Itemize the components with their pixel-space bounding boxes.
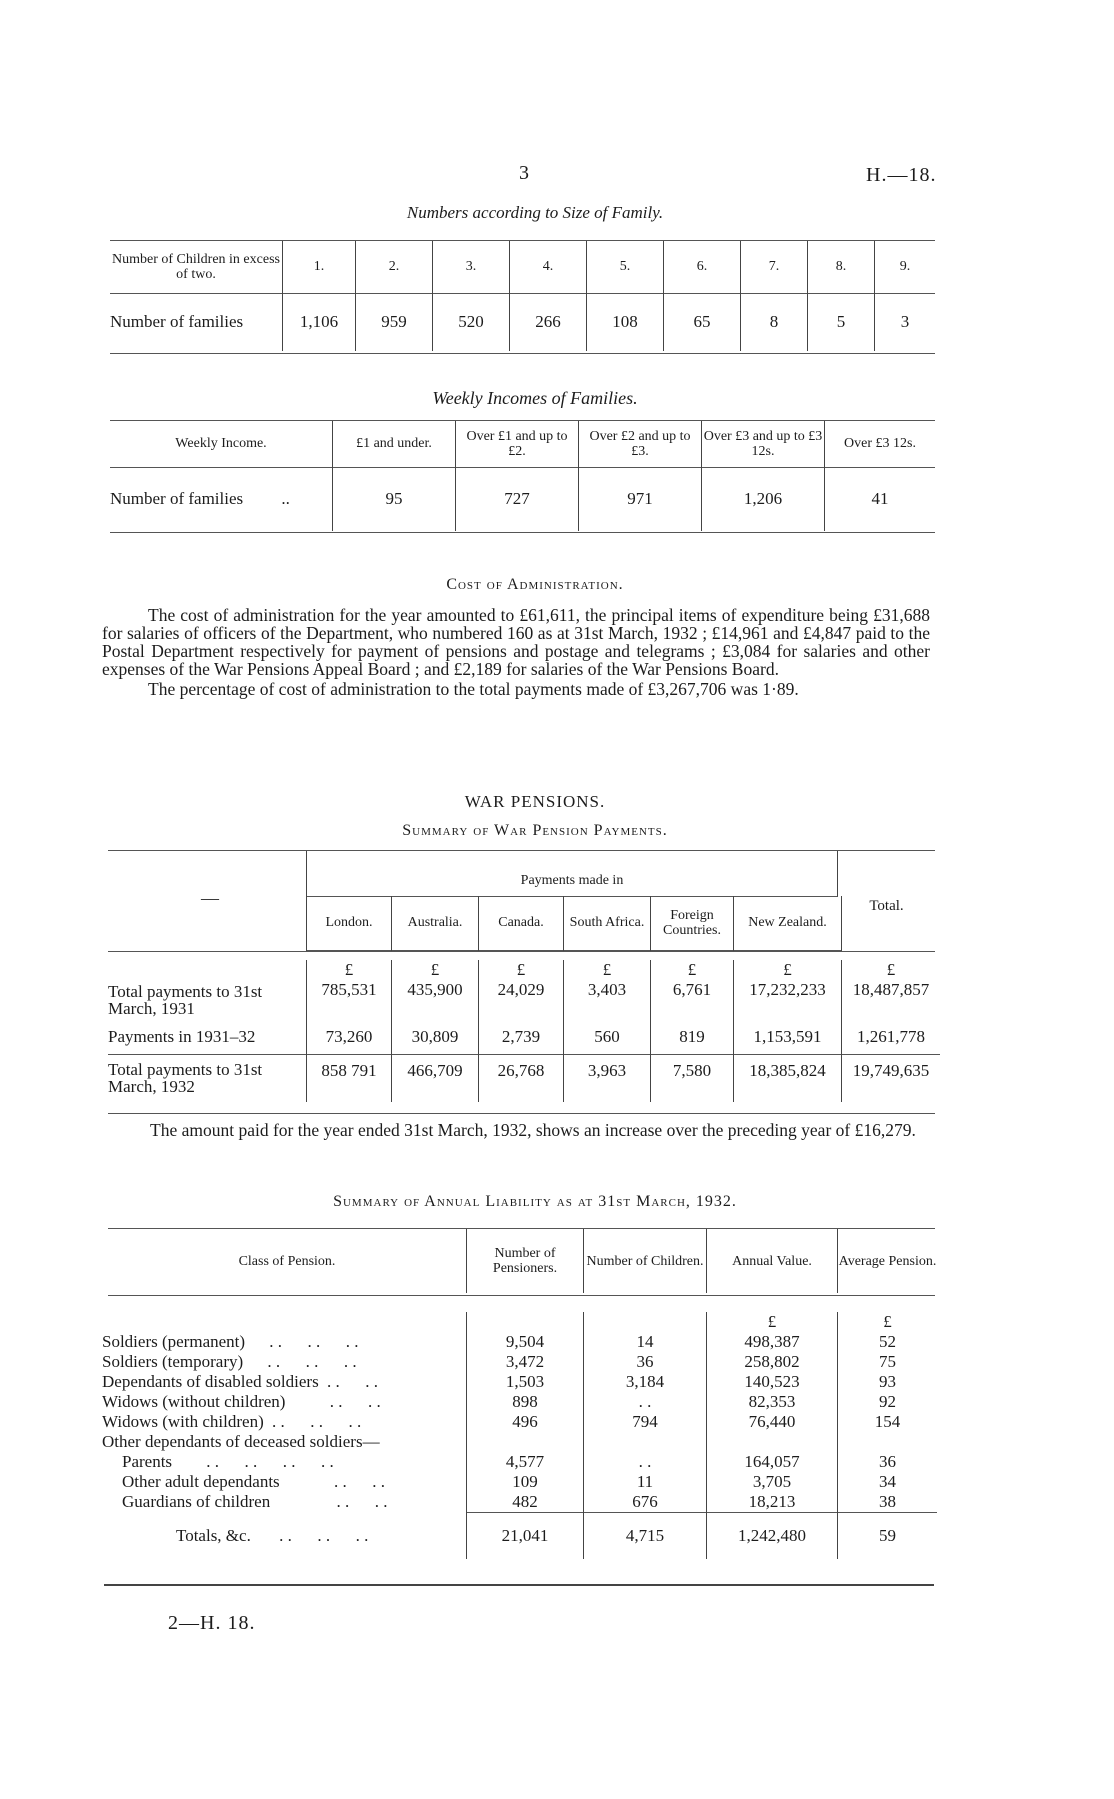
annual-liability-row-label: Other dependants of deceased soldiers— <box>102 1432 380 1451</box>
row-leader: . . . . . . . . <box>206 1452 334 1471</box>
totals-value: 1,242,480 <box>707 1513 838 1559</box>
family-size-row-label-2: Number of families <box>110 312 244 332</box>
value-cell: 82,353 <box>707 1392 838 1412</box>
war-pensions-dash: — <box>201 888 219 908</box>
weekly-incomes-value: 41 <box>825 467 936 531</box>
value-cell: 164,057 <box>707 1452 838 1472</box>
value-cell <box>707 1432 838 1452</box>
annual-liability-header-rule <box>108 1295 935 1296</box>
war-pensions-row <box>108 980 940 1020</box>
children-cell: 36 <box>584 1352 707 1372</box>
family-size-value: 3 <box>875 293 936 351</box>
family-size-value: 520 <box>433 293 510 351</box>
pensioners-cell: 496 <box>467 1412 584 1432</box>
weekly-incomes-col: Over £3 12s. <box>825 421 936 467</box>
war-pensions-cell: 858 791 <box>307 1054 392 1102</box>
annual-liability-row-label <box>102 1352 467 1372</box>
war-pensions-cell: 6,761 <box>651 980 734 1020</box>
average-cell <box>838 1432 938 1452</box>
pensioners-cell: 4,577 <box>467 1452 584 1472</box>
annual-liability-row <box>102 1352 937 1372</box>
annual-liability-row <box>102 1452 937 1472</box>
family-size-col: 9. <box>875 241 936 293</box>
war-pensions-total-header: Total. <box>869 898 904 914</box>
annual-liability-totals-label <box>102 1513 467 1559</box>
row-leader: . . . . <box>329 1392 381 1411</box>
average-cell: 93 <box>838 1372 938 1392</box>
war-pensions-row <box>108 1020 940 1054</box>
family-size-value: 108 <box>587 293 664 351</box>
row-leader: . . . . . . <box>267 1352 357 1371</box>
family-size-table <box>110 241 935 351</box>
currency-symbol: £ <box>707 1312 838 1332</box>
currency-symbol: £ <box>651 960 734 980</box>
value-cell: 498,387 <box>707 1332 838 1352</box>
war-pensions-header-row <box>307 896 842 950</box>
report-reference: H.—18. <box>866 164 937 186</box>
row-leader: . . . . <box>333 1472 385 1491</box>
pensioners-cell: 9,504 <box>467 1332 584 1352</box>
row-leader: . . . . <box>326 1372 378 1391</box>
children-cell: 11 <box>584 1472 707 1492</box>
weekly-incomes-col: £1 and under. <box>333 421 456 467</box>
family-size-data-row <box>110 293 935 351</box>
war-pensions-cell: 1,153,591 <box>734 1020 842 1054</box>
weekly-incomes-leader: .. <box>281 489 290 509</box>
annual-liability-totals-row <box>102 1513 937 1559</box>
row-leader: . . . . . . <box>271 1412 362 1431</box>
war-pensions-column-headers <box>306 896 842 951</box>
weekly-incomes-title: Weekly Incomes of Families. <box>432 388 638 408</box>
annual-liability-row-label <box>102 1392 467 1412</box>
annual-liability-row <box>102 1372 937 1392</box>
annual-liability-row <box>102 1472 937 1492</box>
average-cell: 52 <box>838 1332 938 1352</box>
war-pensions-cell: 18,385,824 <box>734 1054 842 1102</box>
row-label-text: Guardians of children <box>122 1492 271 1512</box>
war-pensions-cell: 3,403 <box>564 980 651 1020</box>
war-pensions-row-label: Total payments to 31st March, 1932 <box>108 1060 263 1097</box>
row-leader: . . . . <box>336 1492 388 1512</box>
war-pensions-subheading: Summary of War Pension Payments. <box>402 822 668 839</box>
family-size-col: 3. <box>433 241 510 293</box>
totals-children: 4,715 <box>584 1513 707 1559</box>
weekly-incomes-value: 95 <box>333 467 456 531</box>
war-pensions-currency-row <box>108 960 940 980</box>
row-label-text: Other adult dependants <box>122 1472 280 1491</box>
currency-symbol: £ <box>479 960 564 980</box>
weekly-incomes-row-label-2 <box>110 467 333 531</box>
annual-liability-row-label <box>102 1472 467 1492</box>
annual-liability-col: Annual Value. <box>707 1229 838 1293</box>
war-pensions-cell: 17,232,233 <box>734 980 842 1020</box>
average-cell: 36 <box>838 1452 938 1472</box>
war-pensions-col: South Africa. <box>564 896 651 950</box>
war-pensions-cell: 18,487,857 <box>842 980 941 1020</box>
war-pensions-bottom-rule <box>108 1113 935 1114</box>
family-size-value: 959 <box>356 293 433 351</box>
war-pensions-col: Australia. <box>392 896 479 950</box>
annual-liability-bottom-rule <box>104 1584 934 1586</box>
family-size-col: 7. <box>741 241 808 293</box>
children-cell: . . <box>584 1392 707 1412</box>
family-size-value: 1,106 <box>283 293 356 351</box>
children-cell <box>584 1432 707 1452</box>
currency-symbol: £ <box>838 1312 938 1332</box>
war-pensions-note: The amount paid for the year ended 31st March, 1932, shows an increase over the preceding year of £16,279. <box>150 1120 916 1140</box>
annual-liability-row <box>102 1332 937 1352</box>
payments-made-in-header <box>306 851 838 897</box>
row-label-text: Soldiers (temporary) <box>102 1352 244 1371</box>
war-pensions-cell: 819 <box>651 1020 734 1054</box>
war-pensions-row <box>108 1054 940 1102</box>
family-size-col: 2. <box>356 241 433 293</box>
average-cell: 75 <box>838 1352 938 1372</box>
row-label-text: Widows (with children) <box>102 1412 264 1431</box>
currency-symbol: £ <box>734 960 842 980</box>
war-pensions-col: Canada. <box>479 896 564 950</box>
annual-liability-row <box>102 1392 937 1412</box>
family-size-value: 65 <box>664 293 741 351</box>
family-size-col: 6. <box>664 241 741 293</box>
family-size-bottom-rule <box>110 353 935 354</box>
weekly-incomes-bottom-rule <box>110 532 935 533</box>
war-pensions-cell: 7,580 <box>651 1054 734 1102</box>
war-pensions-cell: 24,029 <box>479 980 564 1020</box>
weekly-incomes-label-text: Number of families <box>110 489 244 509</box>
children-cell: 794 <box>584 1412 707 1432</box>
war-pensions-heading: WAR PENSIONS. <box>464 792 606 811</box>
weekly-incomes-data-row <box>110 467 935 531</box>
annual-liability-header <box>108 1229 937 1293</box>
weekly-incomes-header-row <box>110 421 935 467</box>
row-label-text: Parents <box>122 1452 173 1471</box>
value-cell: 140,523 <box>707 1372 838 1392</box>
weekly-incomes-value: 727 <box>456 467 579 531</box>
totals-pensioners: 21,041 <box>467 1513 584 1559</box>
annual-liability-col: Average Pension. <box>838 1229 938 1293</box>
children-cell: 3,184 <box>584 1372 707 1392</box>
cost-admin-heading: Cost of Administration. <box>446 576 624 593</box>
pensioners-cell: 109 <box>467 1472 584 1492</box>
annual-liability-row-label <box>102 1332 467 1352</box>
war-pensions-col: Foreign Countries. <box>651 896 734 950</box>
value-cell: 18,213 <box>707 1492 838 1513</box>
pensioners-cell: 482 <box>467 1492 584 1513</box>
row-label-text: Soldiers (permanent) <box>102 1332 246 1351</box>
war-pensions-cell: 1,261,778 <box>842 1020 941 1054</box>
war-pensions-cell: 73,260 <box>307 1020 392 1054</box>
war-pensions-cell: 785,531 <box>307 980 392 1020</box>
family-size-col: 1. <box>283 241 356 293</box>
row-label-text: Widows (without children) <box>102 1392 286 1411</box>
weekly-incomes-col: Over £2 and up to £3. <box>579 421 702 467</box>
currency-symbol: £ <box>392 960 479 980</box>
war-pensions-cell: 3,963 <box>564 1054 651 1102</box>
totals-label-text: Totals, &c. <box>176 1525 251 1545</box>
war-pensions-cell: 435,900 <box>392 980 479 1020</box>
weekly-incomes-table <box>110 421 935 531</box>
value-cell: 258,802 <box>707 1352 838 1372</box>
family-size-col: 4. <box>510 241 587 293</box>
family-size-value: 8 <box>741 293 808 351</box>
currency-symbol: £ <box>307 960 392 980</box>
average-cell: 38 <box>838 1492 938 1513</box>
war-pensions-row-label: Total payments to 31st March, 1931 <box>108 982 263 1018</box>
page-number: 3 <box>519 162 529 184</box>
family-size-value: 5 <box>808 293 875 351</box>
annual-liability-currency-row <box>102 1312 937 1332</box>
currency-symbol: £ <box>564 960 651 980</box>
row-leader: . . . . . . <box>279 1525 369 1545</box>
family-size-value: 266 <box>510 293 587 351</box>
annual-liability-row-label <box>102 1452 467 1472</box>
children-cell: 676 <box>584 1492 707 1513</box>
war-pensions-table <box>108 960 940 1102</box>
pensioners-cell: 1,503 <box>467 1372 584 1392</box>
payments-made-in-label: Payments made in <box>520 873 624 888</box>
annual-liability-col: Number of Children. <box>584 1229 707 1293</box>
weekly-incomes-value: 1,206 <box>702 467 825 531</box>
pensioners-cell: 898 <box>467 1392 584 1412</box>
average-cell: 154 <box>838 1412 938 1432</box>
family-size-header-row <box>110 241 935 293</box>
annual-liability-col: Class of Pension. <box>238 1253 336 1269</box>
war-pensions-cell: 560 <box>564 1020 651 1054</box>
row-label-text: Dependants of disabled soldiers <box>102 1372 319 1391</box>
pensioners-cell: 3,472 <box>467 1352 584 1372</box>
annual-liability-row-label <box>102 1372 467 1392</box>
annual-liability-heading: Summary of Annual Liability as at 31st March, 1932. <box>333 1193 737 1210</box>
pensioners-cell <box>467 1432 584 1452</box>
row-leader: . . . . . . <box>269 1332 359 1351</box>
annual-liability-col: Number of Pensioners. <box>467 1229 584 1293</box>
children-cell: 14 <box>584 1332 707 1352</box>
average-cell: 34 <box>838 1472 938 1492</box>
war-pensions-cell: 30,809 <box>392 1020 479 1054</box>
war-pensions-row-label: Payments in 1931–32 <box>108 1026 256 1046</box>
footer-signature: 2—H. 18. <box>168 1612 256 1634</box>
weekly-incomes-row-label-1: Weekly Income. <box>175 436 267 452</box>
war-pensions-cell: 466,709 <box>392 1054 479 1102</box>
totals-average: 59 <box>838 1513 938 1559</box>
family-size-col: 5. <box>587 241 664 293</box>
cost-admin-text <box>102 606 930 698</box>
annual-liability-row-label <box>102 1492 467 1513</box>
family-size-title: Numbers according to Size of Family. <box>406 203 664 222</box>
war-pensions-col: London. <box>307 896 392 950</box>
cost-admin-paragraph-1: The cost of administration for the year amounted to £61,611, the principal items of expenditure being £31,688 for salaries of officers of the Department, who numbered 160 as at 31st March, 1932 ; £14,961 and £4,847 paid to the Postal Department respectively for payment of pensions and postage and telegrams ; £3,084 for salaries and other expenses of the War Pensions Appeal Board ; and £2,189 for salaries of the War Pensions Board. <box>102 605 930 679</box>
war-pensions-cell: 26,768 <box>479 1054 564 1102</box>
war-pensions-cell: 2,739 <box>479 1020 564 1054</box>
war-pensions-col: New Zealand. <box>734 896 842 950</box>
value-cell: 3,705 <box>707 1472 838 1492</box>
war-pensions-header-rule <box>108 951 935 952</box>
war-pensions-cell: 19,749,635 <box>842 1054 941 1102</box>
annual-liability-table <box>102 1312 937 1559</box>
annual-liability-header-row <box>108 1229 937 1293</box>
family-size-row-label-1: Number of Children in excess of two. <box>112 251 280 282</box>
children-cell: . . <box>584 1452 707 1472</box>
annual-liability-row <box>102 1492 937 1513</box>
annual-liability-row-label <box>102 1412 467 1432</box>
annual-liability-row <box>102 1432 937 1452</box>
weekly-incomes-col: Over £3 and up to £3 12s. <box>702 421 825 467</box>
currency-symbol: £ <box>842 960 941 980</box>
value-cell: 76,440 <box>707 1412 838 1432</box>
weekly-incomes-value: 971 <box>579 467 702 531</box>
weekly-incomes-col: Over £1 and up to £2. <box>456 421 579 467</box>
annual-liability-row <box>102 1412 937 1432</box>
cost-admin-paragraph-2: The percentage of cost of administration to the total payments made of £3,267,706 was 1·89. <box>148 679 799 699</box>
family-size-col: 8. <box>808 241 875 293</box>
average-cell: 92 <box>838 1392 938 1412</box>
